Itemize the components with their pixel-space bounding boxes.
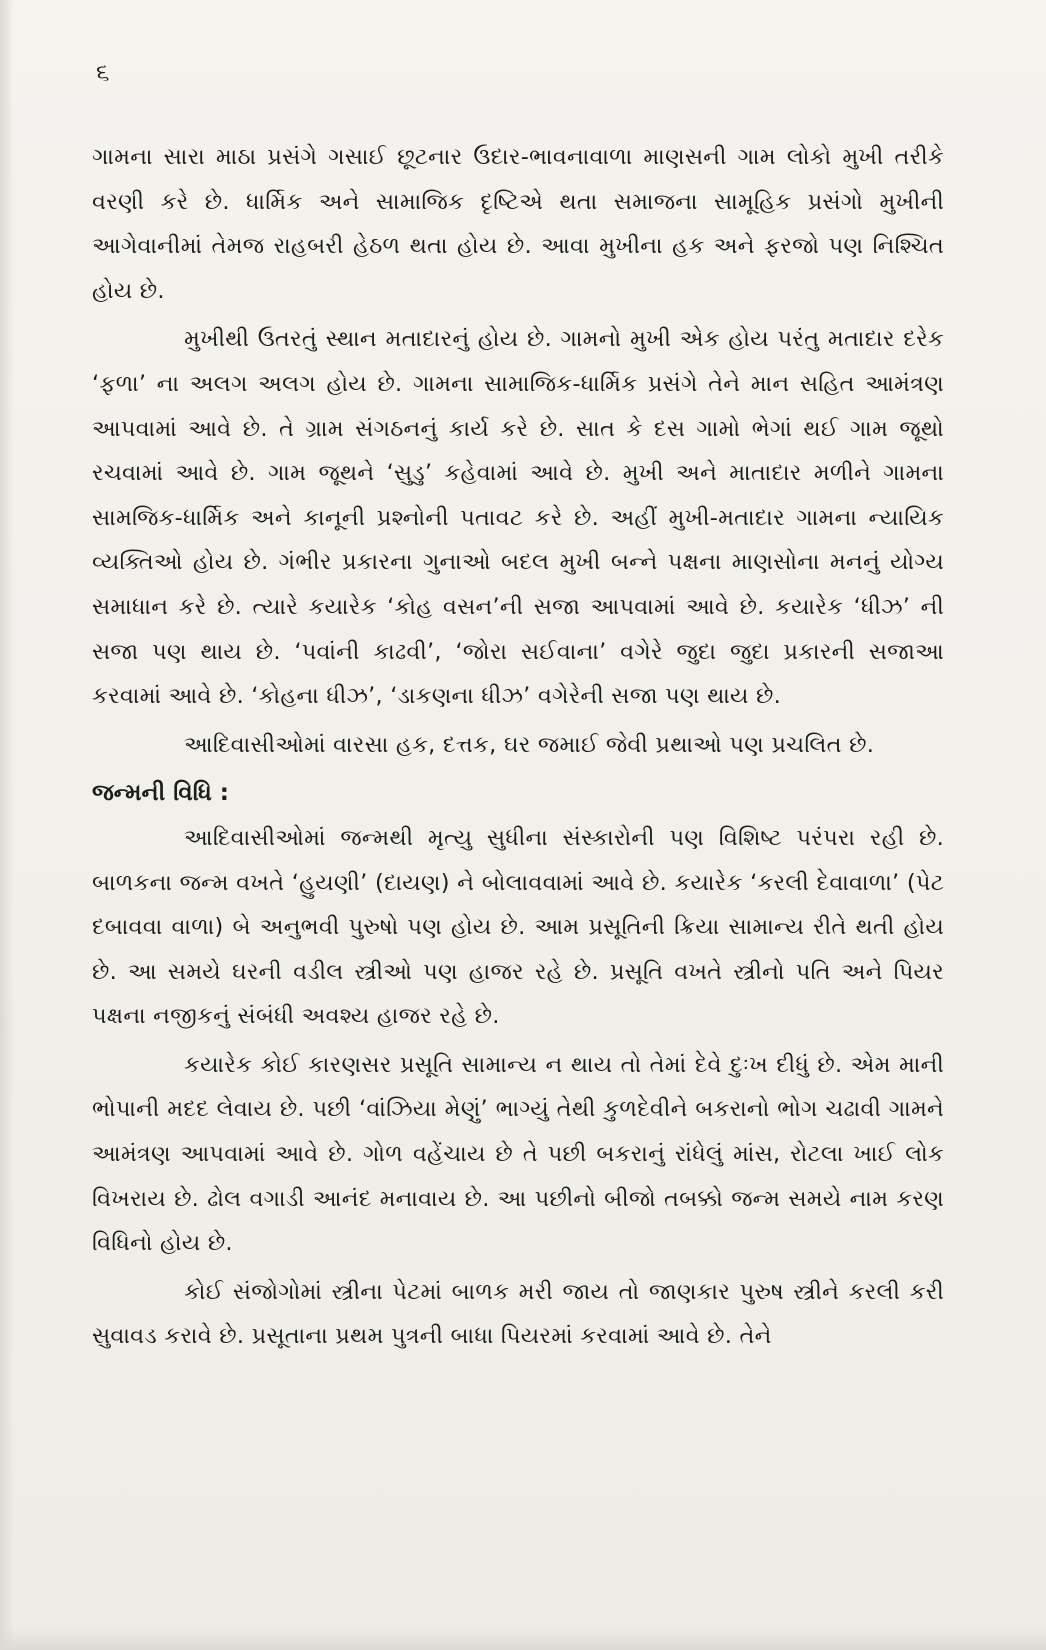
page-number: ૬ (96, 58, 110, 86)
paragraph-birth-rites: આદિવાસીઓમાં જન્મથી મૃત્યુ સુધીના સંસ્કારોની પણ વિશિષ્ટ પરંપરા રહી છે. બાળકના જન્મ વખતે ‘હુયણી’ (દાયણ) ને બોલાવવામાં આવે છે. કયારેક ‘કરલી દેવાવાળા’ (પેટ દબાવવા વાળા) બે અનુભવી પુરુષો પણ હોય છે. આમ પ્રસૂતિની ક્રિયા સામાન્ય રીતે થતી હોય છે. આ સમયે ઘરની વડીલ સ્ત્રીઓ પણ હાજર રહે છે. પ્રસૂતિ વખતે સ્ત્રીનો પતિ અને પિયર પક્ષના નજીકનું સંબંધી અવશ્ય હાજર રહે છે. (92, 824, 944, 1030)
paragraph-bhopa: કયારેક કોઈ કારણસર પ્રસૂતિ સામાન્ય ન થાય તો તેમાં દેવે દુઃખ દીધું છે. એમ માની ભોપાની મદદ લેવાય છે. પછી ‘વાંઝિયા મેણું’ ભાગ્યું તેથી કુળદેવીને બકરાનો ભોગ ચઢાવી ગામને આમંત્રણ આપવામાં આવે છે. ગોળ વહેંચાય છે તે પછી બકરાનું રાંધેલું માંસ, રોટલા ખાઈ લોક વિખરાય છે. ઢોલ વગાડી આનંદ મનાવાય છે. આ પછીનો બીજો તબક્કો જન્મ સમયે નામ કરણ વિધિનો હોય છે. (92, 1051, 944, 1257)
paragraph-mukhi: ગામના સારા માઠા પ્રસંગે ગસાઈ છૂટનાર ઉદાર-ભાવનાવાળા માણસની ગામ લોકો મુખી તરીકે વરણી કરે છે. ધાર્મિક અને સામાજિક દૃષ્ટિએ થતા સમાજના સામૂહિક પ્રસંગો મુખીની આગેવાનીમાં તેમજ રાહબરી હેઠળ થતા હોય છે. આવા મુખીના હક અને ફરજો પણ નિશ્ચિત હોય છે. (92, 144, 944, 304)
paragraph-delivery: કોઈ સંજોગોમાં સ્ત્રીના પેટમાં બાળક મરી જાય તો જાણકાર પુરુષ સ્ત્રીને કરલી કરી સુવાવડ કરાવે છે. પ્રસૂતાના પ્રથમ પુત્રની બાધા પિયરમાં કરવામાં આવે છે. તેને (92, 1278, 944, 1350)
paragraph-inheritance: આદિવાસીઓમાં વારસા હક, દત્તક, ઘર જમાઈ જેવી પ્રથાઓ પણ પ્રચલિત છે. (184, 731, 875, 758)
body-text (92, 135, 944, 1359)
paragraph-matadar: મુખીથી ઉતરતું સ્થાન મતાદારનું હોય છે. ગામનો મુખી એક હોય પરંતુ મતાદાર દરેક ‘ફળા’ ના અલગ અલગ હોય છે. ગામના સામાજિક-ધાર્મિક પ્રસંગે તેને માન સહિત આમંત્રણ આપવામાં આવે છે. તે ગ્રામ સંગઠનનું કાર્ય કરે છે. સાત કે દસ ગામો ભેગાં થઈ ગામ જૂથો રચવામાં આવે છે. ગામ જૂથને ‘સુડુ’ કહેવામાં આવે છે. મુખી અને માતાદાર મળીને ગામના સામજિક-ધાર્મિક અને કાનૂની પ્રશ્નોની પતાવટ કરે છે. અહીં મુખી-મતાદાર ગામના ન્યાયિક વ્યક્તિઓ હોય છે. ગંભીર પ્રકારના ગુનાઓ બદલ મુખી બન્ને પક્ષના માણસોના મનનું યોગ્ય સમાધાન કરે છે. ત્યારે કયારેક ‘કોહ વસન’ની સજા આપવામાં આવે છે. કયારેક ‘ધીઝ’ ની સજા પણ થાય છે. ‘પવાંની કાઢવી’, ‘જોરા સઈવાના’ વગેરે જુદા જુદા પ્રકારની સજાઆ કરવામાં આવે છે. ‘કોહના ધીઝ’, ‘ડાકણના ધીઝ’ વગેરેની સજા પણ થાય છે. (92, 326, 944, 710)
section-heading: જન્મની વિધિ : (92, 780, 229, 807)
